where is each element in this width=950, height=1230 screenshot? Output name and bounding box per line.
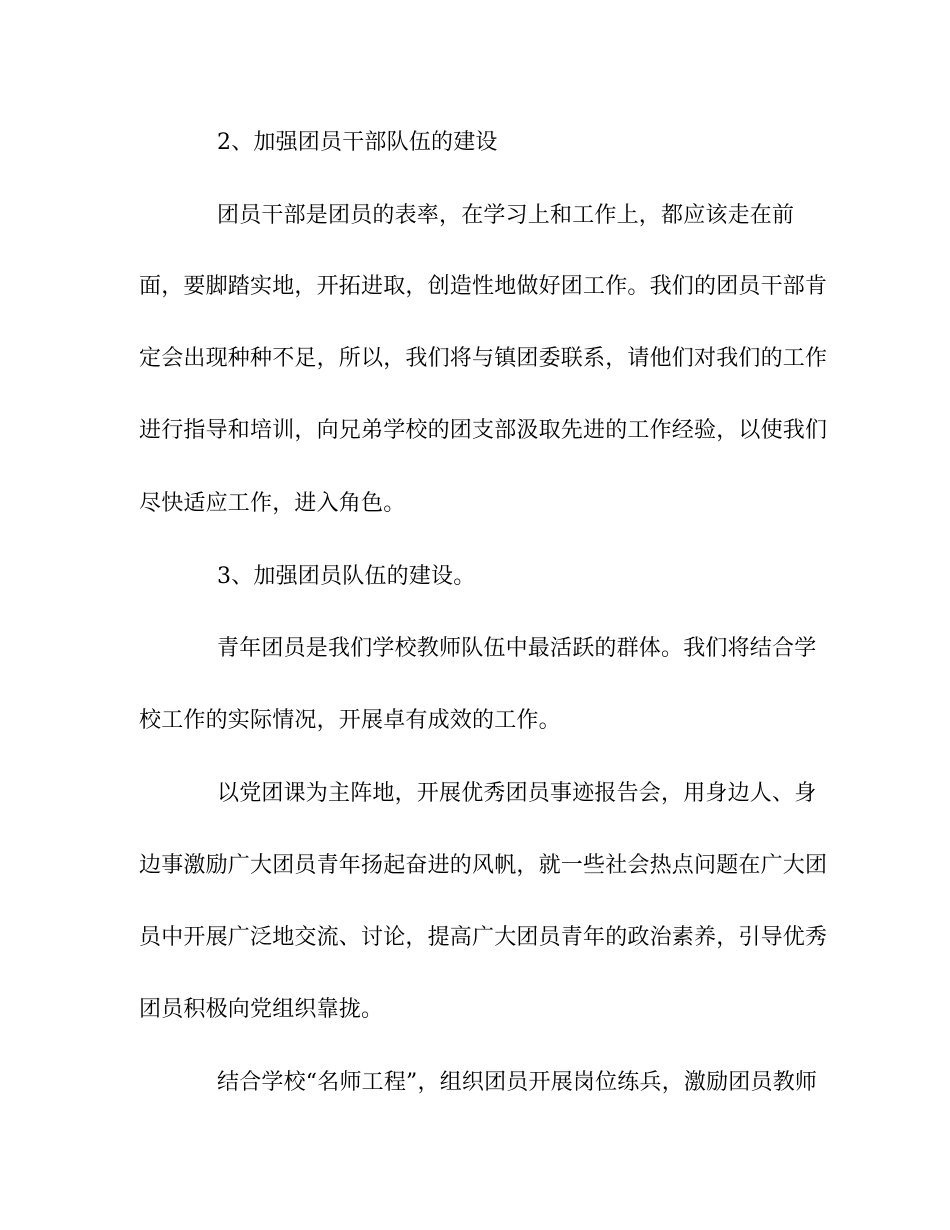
paragraph-line: 团员积极向党组织靠拢。 xyxy=(139,997,384,1022)
paragraph-line: 进行指导和培训，向兄弟学校的团支部汲取先进的工作经验，以使我们 xyxy=(139,418,828,443)
section-heading-3: 3、加强团员队伍的建设。 xyxy=(217,564,476,589)
paragraph-line: 团员干部是团员的表率，在学习上和工作上，都应该走在前 xyxy=(217,203,795,228)
paragraph-line: 校工作的实际情况，开展卓有成效的工作。 xyxy=(139,708,561,733)
paragraph-line: 员中开展广泛地交流、讨论，提高广大团员青年的政治素养，引导优秀 xyxy=(139,925,828,950)
paragraph-line: 边事激励广大团员青年扬起奋进的风帆，就一些社会热点问题在广大团 xyxy=(139,853,828,878)
paragraph-line: 面，要脚踏实地，开拓进取，创造性地做好团工作。我们的团员干部肯 xyxy=(139,274,828,299)
paragraph-line: 以党团课为主阵地，开展优秀团员事迹报告会，用身边人、身 xyxy=(217,781,817,806)
paragraph-line: 定会出现种种不足，所以，我们将与镇团委联系，请他们对我们的工作 xyxy=(139,346,828,371)
paragraph-line: 青年团员是我们学校教师队伍中最活跃的群体。我们将结合学 xyxy=(217,636,817,661)
paragraph-line: 结合学校“名师工程”，组织团员开展岗位练兵，激励团员教师 xyxy=(217,1070,818,1095)
section-heading-2: 2、加强团员干部队伍的建设 xyxy=(217,130,498,155)
paragraph-line: 尽快适应工作，进入角色。 xyxy=(139,491,406,516)
